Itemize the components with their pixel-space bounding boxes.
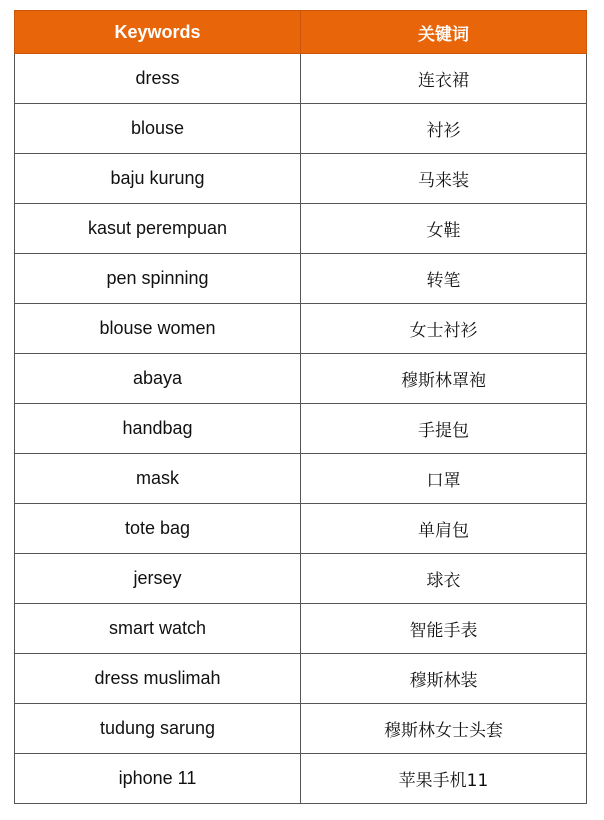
translation-cell: 智能手表 [301, 604, 587, 654]
keyword-cell: handbag [15, 404, 301, 454]
keyword-cell: pen spinning [15, 254, 301, 304]
table-header [15, 11, 587, 54]
keywords-table [14, 10, 587, 804]
keyword-cell: baju kurung [15, 154, 301, 204]
translation-cell: 单肩包 [301, 504, 587, 554]
keyword-cell: kasut perempuan [15, 204, 301, 254]
header-chinese-keywords: 关键词 [301, 11, 587, 54]
header-row [15, 11, 587, 54]
table-body [15, 54, 587, 804]
translation-cell: 苹果手机11 [301, 754, 587, 804]
table-row [15, 754, 587, 804]
table-row [15, 304, 587, 354]
keyword-cell: blouse women [15, 304, 301, 354]
keyword-cell: dress [15, 54, 301, 104]
translation-cell: 女士衬衫 [301, 304, 587, 354]
translation-cell: 球衣 [301, 554, 587, 604]
translation-cell: 马来装 [301, 154, 587, 204]
table-row [15, 54, 587, 104]
table-row [15, 604, 587, 654]
table-row [15, 654, 587, 704]
table-row [15, 504, 587, 554]
translation-cell: 女鞋 [301, 204, 587, 254]
keyword-cell: dress muslimah [15, 654, 301, 704]
translation-cell: 穆斯林罩袍 [301, 354, 587, 404]
header-keywords: Keywords [15, 11, 301, 54]
table-row [15, 554, 587, 604]
table-row [15, 454, 587, 504]
translation-cell: 手提包 [301, 404, 587, 454]
keyword-cell: abaya [15, 354, 301, 404]
table-row [15, 704, 587, 754]
translation-cell: 口罩 [301, 454, 587, 504]
keyword-cell: jersey [15, 554, 301, 604]
keyword-cell: smart watch [15, 604, 301, 654]
table-row [15, 254, 587, 304]
table-row [15, 354, 587, 404]
table-row [15, 404, 587, 454]
keyword-cell: tote bag [15, 504, 301, 554]
keyword-cell: tudung sarung [15, 704, 301, 754]
translation-cell: 连衣裙 [301, 54, 587, 104]
translation-cell: 衬衫 [301, 104, 587, 154]
table-row [15, 104, 587, 154]
keyword-cell: iphone 11 [15, 754, 301, 804]
keyword-cell: mask [15, 454, 301, 504]
translation-cell: 转笔 [301, 254, 587, 304]
table-row [15, 204, 587, 254]
keyword-cell: blouse [15, 104, 301, 154]
translation-cell: 穆斯林女士头套 [301, 704, 587, 754]
translation-cell: 穆斯林装 [301, 654, 587, 704]
table-row [15, 154, 587, 204]
